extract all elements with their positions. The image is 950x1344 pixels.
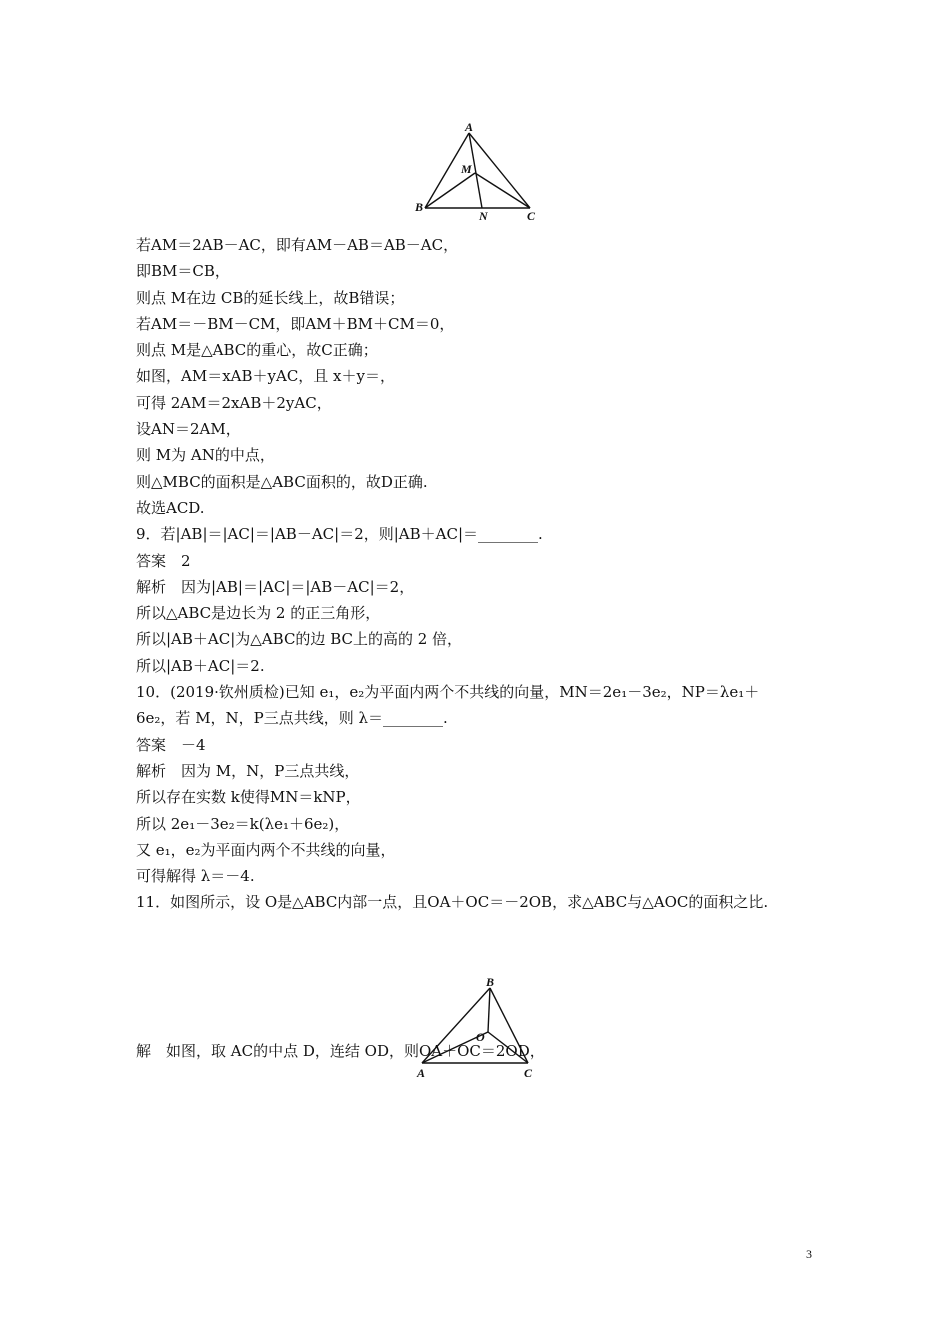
label-b: B (486, 976, 495, 989)
label-a: A (465, 120, 474, 134)
analysis-10: 解析 因为 M，N，P三点共线， (136, 761, 360, 780)
edge-ac (469, 133, 530, 208)
text-line: 可得 2AM＝2xAB＋2yAC， (136, 393, 332, 412)
segment-mc (475, 173, 530, 208)
text-block-1 (136, 232, 816, 916)
text-line: 则点 M在边 CB的延长线上，故B错误； (136, 288, 405, 307)
text-line: 又 e₁，e₂为平面内两个不共线的向量， (136, 840, 396, 859)
page-number: 3 (806, 1247, 812, 1261)
text-line: 所以|AB＋AC|为△ABC的边 BC上的高的 2 倍， (136, 630, 463, 649)
label-a: A (417, 1066, 426, 1080)
text-line: 即BM＝CB， (136, 262, 230, 281)
segment-ob (488, 988, 490, 1032)
text-line: 所以|AB＋AC|＝2. (136, 656, 265, 675)
label-n: N (479, 209, 488, 223)
triangle-abc-o-figure (408, 976, 544, 1086)
answer-9: 答案 2 (136, 551, 191, 570)
text-line: 若AM＝－BM－CM，即AM＋BM＋CM＝0， (136, 314, 455, 333)
label-c: C (527, 209, 536, 223)
triangle-abc-mn-figure (405, 118, 555, 226)
solution-11: 解 如图，取 AC的中点 D，连结 OD，则OA＋OC＝2OD， (136, 1041, 545, 1060)
label-m: M (461, 162, 472, 176)
answer-10: 答案 －4 (136, 735, 206, 754)
text-line: 若AM＝2AB－AC，即有AM－AB＝AB－AC， (136, 236, 459, 254)
segment-oc (488, 1032, 528, 1063)
label-c: C (524, 1066, 533, 1080)
text-line: 则△MBC的面积是△ABC面积的，故D正确. (136, 472, 428, 491)
question-10: 10．(2019·钦州质检)已知 e₁，e₂为平面内两个不共线的向量，MN＝2e₁－3e₂，NP＝λe₁＋ (136, 683, 760, 702)
text-line: 所以存在实数 k使得MN＝kNP， (136, 788, 361, 807)
text-line: 所以 2e₁－3e₂＝k(λe₁＋6e₂)， (136, 814, 350, 833)
label-b: B (415, 200, 424, 214)
document-body (136, 232, 816, 1064)
question-9: 9．若|AB|＝|AC|＝|AB－AC|＝2，则|AB＋AC|＝________. (136, 525, 543, 544)
edge-ab (422, 988, 490, 1063)
text-line: 所以△ABC是边长为 2 的正三角形， (136, 604, 381, 623)
triangle-abc-mn-diagram (405, 118, 555, 226)
text-line: 则 M为 AN的中点， (136, 446, 275, 465)
analysis-9: 解析 因为|AB|＝|AC|＝|AB－AC|＝2， (136, 577, 415, 596)
label-o: O (476, 1030, 485, 1044)
segment-bm (425, 173, 475, 208)
text-line: 可得解得 λ＝－4. (136, 867, 255, 886)
triangle-abc-o-diagram (408, 976, 544, 1086)
edge-bc (490, 988, 528, 1063)
question-10-cont: 6e₂，若 M，N，P三点共线，则 λ＝________. (136, 709, 448, 728)
text-line: 设AN＝2AM， (136, 420, 241, 439)
text-line: 则点 M是△ABC的重心，故C正确； (136, 341, 378, 360)
question-11: 11．如图所示，设 O是△ABC内部一点，且OA＋OC＝－2OB，求△ABC与△AOC的面积之比. (136, 893, 769, 912)
text-line: 故选ACD. (136, 498, 205, 517)
text-line: 如图，AM＝xAB＋yAC，且 x＋y＝， (136, 367, 395, 386)
